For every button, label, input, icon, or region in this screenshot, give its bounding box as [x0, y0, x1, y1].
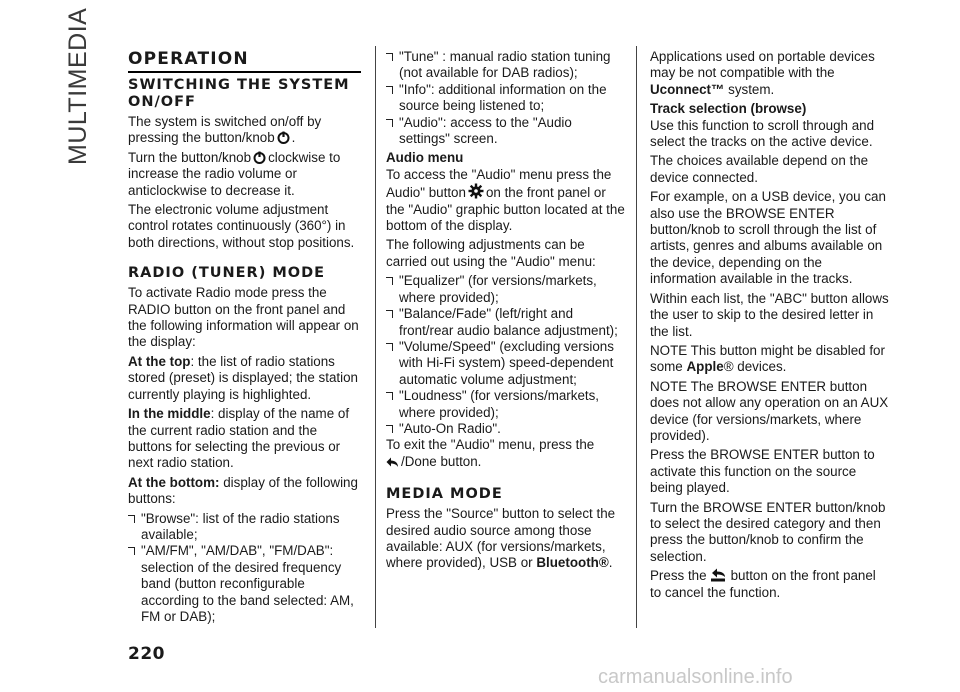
paragraph: Applications used on portable devices may be not compatible with the Uconnect™ system. — [650, 49, 875, 97]
paragraph: Turn the button/knob clockwise to increase the radio volume or anticlockwise to decrease it. — [128, 149, 341, 198]
paragraph: The choices available depend on the device connected. — [650, 153, 869, 185]
section-side-title: MULTIMEDIA — [64, 7, 92, 165]
note-paragraph: NOTE This button might be disabled for some Apple® devices. — [650, 342, 885, 375]
list-item: "Balance/Fade" (left/right and front/rear audio balance adjustment); — [386, 306, 626, 339]
bullet-icon — [128, 547, 135, 555]
list-item: "AM/FM", "AM/DAB", "FM/DAB": selection of the desired frequency band (button reconfigurable according to the band selected: AM, FM or DAB); — [128, 543, 364, 625]
paragraph: Turn the BROWSE ENTER button/knob to select the desired category and then press the button/knob to confirm the selection. — [650, 499, 886, 564]
gear-icon — [468, 183, 484, 199]
paragraph: At the bottom: display of the following buttons: — [128, 474, 358, 507]
list-item: "Browse": list of the radio stations available; — [128, 511, 364, 544]
heading-radio-mode: RADIO (TUNER) MODE — [128, 265, 326, 282]
page-number: 220 — [128, 644, 165, 664]
paragraph: To access the "Audio" menu press the Audio" button on the front panel or the "Audio" graphic button located at the bottom of the display. — [386, 166, 625, 234]
back-arrow-icon — [386, 457, 399, 468]
bullet-icon — [386, 86, 393, 94]
paragraph: To activate Radio mode press the RADIO button on the front panel and the following information will appear on the display: — [128, 285, 359, 350]
list-item: "Loudness" (for versions/markets, where provided); — [386, 388, 626, 421]
bullet-icon — [386, 53, 393, 61]
bullet-icon — [386, 392, 393, 400]
list-item: "Tune" : manual radio station tuning (not available for DAB radios); — [386, 49, 626, 82]
heading-audio-menu: Audio menu — [386, 150, 464, 166]
paragraph: The system is switched on/off by pressing the button/knob . — [128, 114, 322, 146]
paragraph: To exit the "Audio" menu, press the /Done button. — [386, 437, 595, 469]
paragraph: The electronic volume adjustment control rotates continuously (360°) in both directions, without stop positions. — [128, 202, 355, 250]
bullet-icon — [386, 343, 393, 351]
heading-track-selection: Track selection (browse) — [650, 101, 807, 117]
paragraph: Press the BROWSE ENTER button to activate this function on the source being played. — [650, 447, 875, 496]
bullet-icon — [386, 310, 393, 318]
heading-switching: SWITCHING THE SYSTEM ON/OFF — [128, 77, 350, 110]
paragraph: Press the "Source" button to select the desired audio source among those available: AUX (for versions/markets, where provided), USB or Bluetooth®. — [386, 506, 616, 571]
power-knob-icon — [277, 131, 290, 144]
back-arrow-icon — [709, 568, 729, 582]
paragraph: Use this function to scroll through and select the tracks on the active device. — [650, 117, 875, 150]
list-item: "Equalizer" (for versions/markets, where provided); — [386, 273, 626, 306]
heading-media-mode: MEDIA MODE — [386, 486, 503, 503]
list-item: "Auto-On Radio". — [386, 421, 626, 437]
paragraph: Within each list, the "ABC" button allows the user to skip to the desired letter in the list. — [650, 290, 889, 339]
list-item: "Info": additional information on the source being listened to; — [386, 82, 626, 115]
list-item: "Volume/Speed" (excluding versions with Hi-Fi system) speed-dependent automatic volume adjustment; — [386, 339, 626, 388]
note-paragraph: NOTE The BROWSE ENTER button does not allow any operation on an AUX device (for versions/markets, where provided). — [650, 378, 889, 443]
column-2 — [386, 49, 626, 575]
column-divider — [636, 46, 637, 628]
list-item: "Audio": access to the "Audio settings" screen. — [386, 115, 626, 148]
paragraph: In the middle: display of the name of the current radio station and the buttons for selecting the previous or next radio station. — [128, 406, 350, 471]
column-1 — [128, 49, 364, 625]
paragraph: The following adjustments can be carried out using the "Audio" menu: — [386, 237, 596, 269]
paragraph: Press the button on the front panel to cancel the function. — [650, 568, 876, 600]
watermark: carmanualsonline.info — [598, 666, 793, 688]
power-knob-icon — [253, 151, 266, 164]
bullet-icon — [128, 515, 135, 523]
bullet-icon — [386, 277, 393, 285]
heading-operation: OPERATION — [128, 49, 249, 69]
paragraph: For example, on a USB device, you can also use the BROWSE ENTER button/knob to scroll through the list of artists, genres and albums available on the device, depending on the information available in the tracks. — [650, 189, 886, 287]
bullet-icon — [386, 425, 393, 433]
column-divider — [375, 46, 376, 628]
paragraph: At the top: the list of radio stations stored (preset) is displayed; the station currently playing is highlighted. — [128, 353, 358, 402]
column-3 — [650, 49, 890, 604]
bullet-icon — [386, 119, 393, 127]
